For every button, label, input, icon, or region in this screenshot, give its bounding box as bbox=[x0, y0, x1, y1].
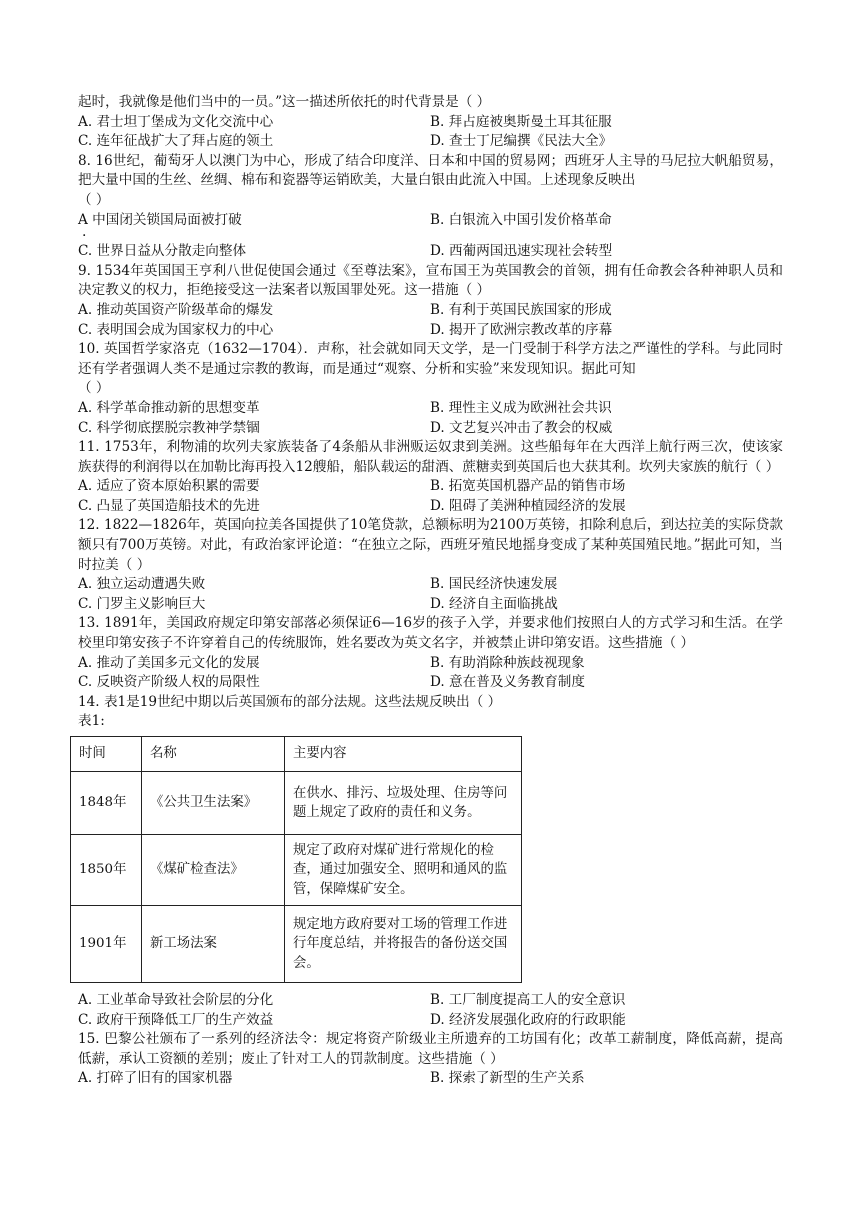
q11-option-b[interactable]: B. 拓宽英国机器产品的销售市场 bbox=[430, 478, 626, 495]
question-15-stem: 15. 巴黎公社颁布了一系列的经济法令：规定将资产阶级业主所遗弃的工坊国有化；改革工薪制度，降低高薪，提高低薪，承认工资额的差别；废止了针对工人的罚款制度。这些措施（ ） bbox=[78, 1031, 783, 1067]
cell-time: 1850年 bbox=[71, 835, 142, 906]
q14-option-a[interactable]: A. 工业革命导致社会阶层的分化 bbox=[78, 992, 274, 1008]
q12-options-row-2 bbox=[78, 595, 783, 615]
q9-options-row-1 bbox=[78, 301, 783, 321]
cell-name: 《公共卫生法案》 bbox=[142, 772, 285, 835]
question-8-bracket: （ ） bbox=[78, 191, 110, 208]
q13-options-row-2 bbox=[78, 673, 783, 693]
q11-options-row-1 bbox=[78, 477, 783, 497]
header-time: 时间 bbox=[71, 737, 142, 772]
table-row bbox=[71, 772, 522, 835]
table-row bbox=[71, 835, 522, 906]
question-14-stem: 14. 表1是19世纪中期以后英国颁布的部分法规。这些法规反映出（ ） bbox=[78, 693, 502, 710]
q7-option-c[interactable]: C. 连年征战扩大了拜占庭的领土 bbox=[78, 133, 274, 150]
q11-option-a[interactable]: A. 适应了资本原始积累的需要 bbox=[78, 478, 260, 495]
q12-option-d[interactable]: D. 经济自主面临挑战 bbox=[430, 595, 558, 612]
cell-content: 规定地方政府要对工场的管理工作进行年度总结，并将报告的备份送交国会。 bbox=[285, 906, 522, 983]
question-8-stem: 8. 16世纪，葡萄牙人以澳门为中心，形成了结合印度洋、日本和中国的贸易网；西班牙人主导的马尼拉大帆船贸易，把大量中国的生丝、丝绸、棉布和瓷器等运销欧美，大量白银由此流入中国。上述现象反映出 bbox=[78, 152, 783, 189]
question-7-tail: 起时，我就像是他们当中的一员。”这一描述所依托的时代背景是（ ） bbox=[78, 94, 491, 110]
q7-option-b[interactable]: B. 拜占庭被奥斯曼土耳其征服 bbox=[430, 113, 612, 130]
q7-option-a[interactable]: A. 君士坦丁堡成为文化交流中心 bbox=[78, 113, 274, 130]
question-13-stem: 13. 1891年，美国政府规定印第安部落必须保证6—16岁的孩子入学，并要求他们按照白人的方式学习和生活。在学校里印第安孩子不许穿着自己的传统服饰，姓名要改为英文名字，并被禁止讲印第安语。这些措施（ ） bbox=[78, 615, 783, 652]
cell-content: 在供水、排污、垃圾处理、住房等问题上规定了政府的责任和义务。 bbox=[285, 772, 522, 835]
q14-option-d[interactable]: D. 经济发展强化政府的行政职能 bbox=[430, 1011, 626, 1028]
q8-option-d[interactable]: D. 西葡两国迅速实现社会转型 bbox=[430, 243, 613, 260]
q12-option-a[interactable]: A. 独立运动遭遇失败 bbox=[78, 576, 206, 593]
q10-option-a[interactable]: A. 科学革命推动新的思想变革 bbox=[78, 399, 260, 416]
q12-options-row-1 bbox=[78, 575, 783, 595]
q14-option-b[interactable]: B. 工厂制度提高工人的安全意识 bbox=[430, 992, 626, 1008]
q15-option-a[interactable]: A. 打碎了旧有的国家机器 bbox=[78, 1070, 233, 1087]
q9-option-b[interactable]: B. 有利于英国民族国家的形成 bbox=[430, 301, 612, 318]
q9-option-a[interactable]: A. 推动英国资产阶级革命的爆发 bbox=[78, 301, 274, 318]
q11-options-row-2 bbox=[78, 497, 783, 517]
cell-name: 新工场法案 bbox=[142, 906, 285, 983]
cell-time: 1901年 bbox=[71, 906, 142, 983]
q13-options-row-1 bbox=[78, 654, 783, 674]
q7-options-row-1 bbox=[78, 113, 783, 133]
q13-option-c[interactable]: C. 反映资产阶级人权的局限性 bbox=[78, 674, 260, 691]
q8-option-a[interactable]: A 中国闭关锁国局面被打破 bbox=[78, 211, 242, 228]
q8-option-c[interactable]: C. 世界日益从分散走向整体 bbox=[78, 243, 247, 260]
table-header-row bbox=[71, 737, 522, 772]
q10-options-row-2 bbox=[78, 419, 783, 439]
q14-options-row-1 bbox=[78, 991, 783, 1011]
q9-option-c[interactable]: C. 表明国会成为国家权力的中心 bbox=[78, 321, 274, 338]
q15-option-b[interactable]: B. 探索了新型的生产关系 bbox=[430, 1070, 585, 1087]
stray-dot: · bbox=[82, 228, 87, 245]
header-content: 主要内容 bbox=[285, 737, 522, 772]
question-11-stem: 11. 1753年，利物浦的坎列夫家族装备了4条船从非洲贩运奴隶到美洲。这些船每年在大西洋上航行两三次，使该家族获得的利润得以在加勒比海再投入12艘船，船队载运的甜酒、蔗糖卖到英国后也大获其利。坎列夫家族的航行（ ） bbox=[78, 439, 783, 475]
q14-option-c[interactable]: C. 政府干预降低工厂的生产效益 bbox=[78, 1011, 274, 1028]
q13-option-a[interactable]: A. 推动了美国多元文化的发展 bbox=[78, 654, 260, 671]
q11-option-d[interactable]: D. 阻碍了美洲种植园经济的发展 bbox=[430, 497, 626, 514]
q7-options-row-2 bbox=[78, 132, 783, 152]
question-12-stem: 12. 1822—1826年，英国向拉美各国提供了10笔贷款，总额标明为2100万英镑，扣除利息后，到达拉美的实际贷款额只有700万英镑。对此，有政治家评论道：“在独立之际，西班牙殖民地摇身变成了某种英国殖民地。”据此可知，当时拉美（ ） bbox=[78, 517, 783, 573]
q10-option-b[interactable]: B. 理性主义成为欧洲社会共识 bbox=[430, 399, 612, 416]
q11-option-c[interactable]: C. 凸显了英国造船技术的先进 bbox=[78, 497, 260, 514]
exam-page bbox=[78, 93, 783, 1089]
question-10-bracket: （ ） bbox=[78, 380, 110, 397]
q9-option-d[interactable]: D. 揭开了欧洲宗教改革的序幕 bbox=[430, 321, 613, 338]
q8-options-row-1 bbox=[78, 211, 783, 231]
question-9-stem: 9. 1534年英国国王亨利八世促使国会通过《至尊法案》，宣布国王为英国教会的首领，拥有任命教会各种神职人员和决定教义的权力，拒绝接受这一法案者以叛国罪处死。这一措施（ ） bbox=[78, 262, 783, 299]
q14-options-row-2 bbox=[78, 1011, 783, 1031]
cell-content: 规定了政府对煤矿进行常规化的检查，通过加强安全、照明和通风的监管，保障煤矿安全。 bbox=[285, 835, 522, 906]
q7-option-d[interactable]: D. 查士丁尼编撰《民法大全》 bbox=[430, 133, 613, 150]
q10-options-row-1 bbox=[78, 399, 783, 419]
q13-option-b[interactable]: B. 有助消除种族歧视现象 bbox=[430, 654, 585, 671]
cell-name: 《煤矿检查法》 bbox=[142, 835, 285, 906]
q10-option-c[interactable]: C. 科学彻底摆脱宗教神学禁锢 bbox=[78, 419, 260, 436]
table-caption: 表1: bbox=[78, 713, 105, 730]
q8-options-row-2 bbox=[78, 242, 783, 262]
q10-option-d[interactable]: D. 文艺复兴冲击了教会的权威 bbox=[430, 419, 613, 436]
q15-options-row-1 bbox=[78, 1069, 783, 1089]
q12-option-c[interactable]: C. 门罗主义影响巨大 bbox=[78, 595, 206, 612]
question-10-stem: 10. 英国哲学家洛克（1632—1704）．声称，社会就如同天文学，是一门受制于科学方法之严谨性的学科。与此同时还有学者强调人类不是通过宗教的教诲，而是通过“观察、分析和实验”来发现知识。据此可知 bbox=[78, 341, 783, 377]
q12-option-b[interactable]: B. 国民经济快速发展 bbox=[430, 576, 558, 593]
law-table bbox=[70, 736, 522, 983]
table-row bbox=[71, 906, 522, 983]
cell-time: 1848年 bbox=[71, 772, 142, 835]
q9-options-row-2 bbox=[78, 321, 783, 341]
q13-option-d[interactable]: D. 意在普及义务教育制度 bbox=[430, 674, 585, 691]
header-name: 名称 bbox=[142, 737, 285, 772]
q8-option-b[interactable]: B. 白银流入中国引发价格革命 bbox=[430, 211, 612, 228]
